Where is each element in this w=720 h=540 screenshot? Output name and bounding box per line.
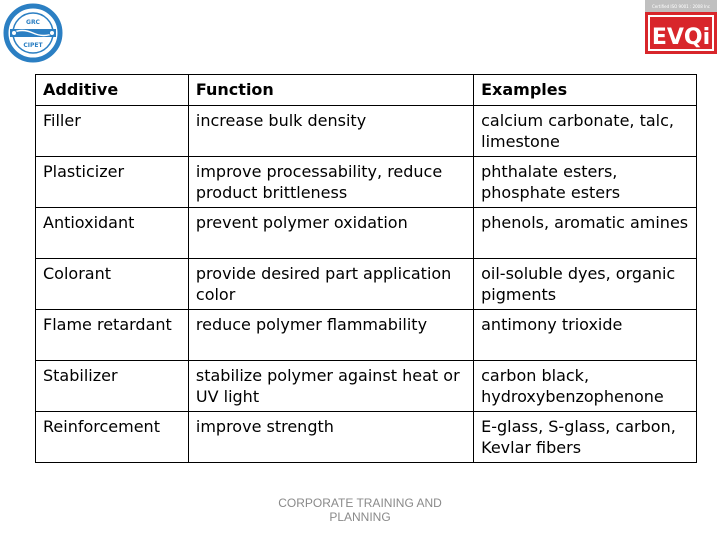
cell-examples: carbon black, hydroxybenzophenone: [474, 361, 697, 412]
cell-examples: phthalate esters, phosphate esters: [474, 157, 697, 208]
cell-additive: Reinforcement: [36, 412, 189, 463]
cell-additive: Flame retardant: [36, 310, 189, 361]
cell-examples: antimony trioxide: [474, 310, 697, 361]
cipet-logo: [2, 2, 64, 64]
header-additive: Additive: [36, 75, 189, 106]
table-row: [36, 208, 697, 259]
cell-additive: Filler: [36, 106, 189, 157]
evqi-logo: [645, 12, 717, 54]
additives-table: [35, 74, 697, 463]
footer-line-1: CORPORATE TRAINING AND: [278, 496, 442, 510]
certification-strip: Certified ISO 9001 : 2008 Inc: [645, 0, 717, 12]
table-row: [36, 157, 697, 208]
cell-additive: Colorant: [36, 259, 189, 310]
cell-function: prevent polymer oxidation: [188, 208, 473, 259]
evqi-logo-graphic: [645, 12, 717, 54]
cell-additive: Plasticizer: [36, 157, 189, 208]
cell-examples: calcium carbonate, talc, limestone: [474, 106, 697, 157]
logo-text-bottom: CIPET: [23, 42, 43, 49]
table-row: [36, 106, 697, 157]
cell-function: improve strength: [188, 412, 473, 463]
cell-examples: E-glass, S-glass, carbon, Kevlar fibers: [474, 412, 697, 463]
cell-examples: phenols, aromatic amines: [474, 208, 697, 259]
table-row: [36, 259, 697, 310]
table-row: [36, 310, 697, 361]
cell-function: provide desired part application color: [188, 259, 473, 310]
cell-additive: Antioxidant: [36, 208, 189, 259]
table-row: [36, 412, 697, 463]
footer-line-2: PLANNING: [329, 510, 391, 524]
cell-additive: Stabilizer: [36, 361, 189, 412]
cell-function: reduce polymer flammability: [188, 310, 473, 361]
table-header-row: [36, 75, 697, 106]
cell-function: increase bulk density: [188, 106, 473, 157]
cipet-logo-graphic: [2, 2, 64, 64]
logo-text-top: GRC: [26, 19, 40, 26]
footer-caption: [260, 496, 460, 524]
header-function: Function: [188, 75, 473, 106]
cell-function: improve processability, reduce product brittleness: [188, 157, 473, 208]
header-examples: Examples: [474, 75, 697, 106]
cell-function: stabilize polymer against heat or UV light: [188, 361, 473, 412]
table-row: [36, 361, 697, 412]
evqi-brand-text: EVQi: [651, 25, 711, 50]
cell-examples: oil-soluble dyes, organic pigments: [474, 259, 697, 310]
